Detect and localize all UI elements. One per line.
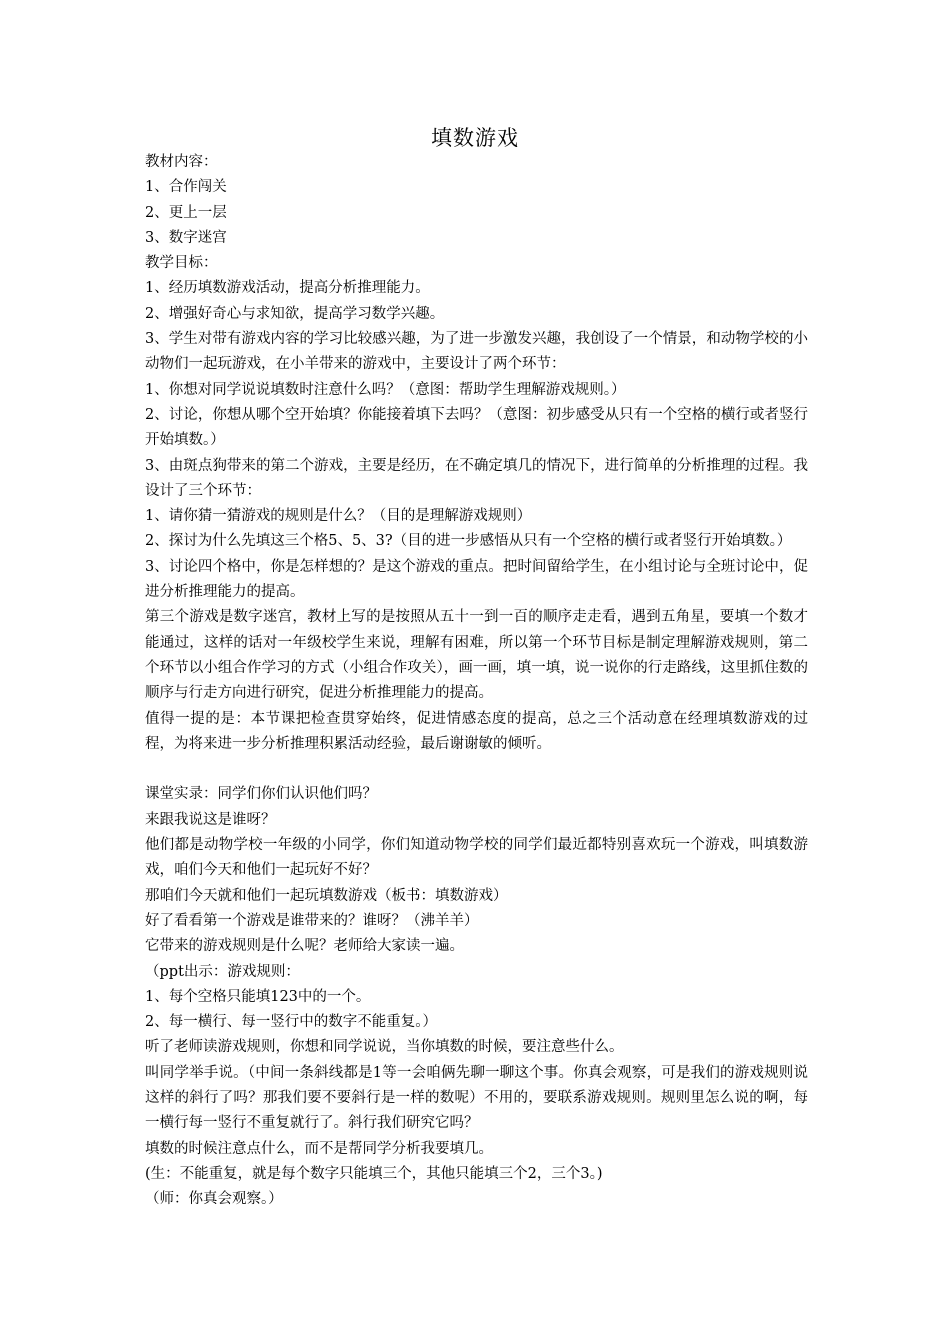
paragraph: 1、你想对同学说说填数时注意什么吗？（意图：帮助学生理解游戏规则。） — [145, 381, 626, 398]
paragraph: 1、请你猜一猜游戏的规则是什么？（目的是理解游戏规则） — [145, 508, 532, 525]
document-title: 填数游戏 — [431, 126, 519, 150]
paragraph: 叫同学举手说。（中间一条斜线都是1等一会咱俩先聊一聊这个事。你真会观察，可是我们的游戏规则说这样的斜行了吗？那我们要不要斜行是一样的数呢）不用的，要联系游戏规则。规则里怎么说的啊，每一横行每一竖行不重复就行了。斜行我们研究它吗？ — [145, 1064, 808, 1132]
paragraph: 教学目标： — [145, 255, 218, 272]
paragraph: 2、更上一层 — [145, 204, 227, 221]
document-body — [145, 150, 808, 1212]
paragraph: 值得一提的是：本节课把检查贯穿始终，促进情感态度的提高，总之三个活动意在经理填数游戏的过程，为将来进一步分析推理积累活动经验，最后谢谢敏的倾听。 — [145, 710, 808, 752]
paragraph: 第三个游戏是数字迷宫，教材上写的是按照从五十一到一百的顺序走走看，遇到五角星，要填一个数才能通过，这样的话对一年级校学生来说，理解有困难，所以第一个环节目标是制定理解游戏规则，第二个环节以小组合作学习的方式（小组合作攻关），画一画，填一填，说一说你的行走路线，这里抓住数的顺序与行走方向进行研究，促进分析推理能力的提高。 — [145, 609, 808, 702]
paragraph: 3、讨论四个格中，你是怎样想的？是这个游戏的重点。把时间留给学生，在小组讨论与全班讨论中，促进分析推理能力的提高。 — [145, 558, 808, 601]
blank-line — [145, 757, 808, 782]
paragraph: 2、讨论，你想从哪个空开始填？你能接着填下去吗？（意图：初步感受从只有一个空格的横行或者竖行开始填数。） — [145, 406, 808, 449]
paragraph: 来跟我说这是谁呀？ — [145, 811, 276, 828]
paragraph: 1、合作闯关 — [145, 179, 227, 196]
paragraph: 3、由斑点狗带来的第二个游戏，主要是经历，在不确定填几的情况下，进行简单的分析推理的过程。我设计了三个环节： — [145, 457, 808, 499]
paragraph: 听了老师读游戏规则，你想和同学说说，当你填数的时候，要注意些什么。 — [145, 1039, 624, 1056]
paragraph: 好了看看第一个游戏是谁带来的？谁呀？（沸羊羊） — [145, 912, 479, 929]
paragraph: 1、经历填数游戏活动，提高分析推理能力。 — [145, 280, 430, 297]
paragraph: (生：不能重复，就是每个数字只能填三个，其他只能填三个2，三个3。) — [145, 1165, 603, 1182]
paragraph: 他们都是动物学校一年级的小同学，你们知道动物学校的同学们最近都特别喜欢玩一个游戏，叫填数游戏，咱们今天和他们一起玩好不好？ — [145, 837, 808, 879]
paragraph: 2、探讨为什么先填这三个格5、5、3?（目的进一步感悟从只有一个空格的横行或者竖行开始填数。） — [145, 533, 792, 550]
paragraph: 课堂实录：同学们你们认识他们吗？ — [145, 786, 377, 803]
paragraph: 1、每个空格只能填123中的一个。 — [145, 988, 371, 1005]
paragraph: 填数的时候注意点什么，而不是帮同学分析我要填几。 — [145, 1140, 493, 1157]
paragraph: （师：你真会观察。） — [145, 1191, 283, 1208]
paragraph: 3、数字迷宫 — [145, 229, 227, 246]
paragraph: 那咱们今天就和他们一起玩填数游戏（板书：填数游戏） — [145, 887, 508, 904]
paragraph: （ppt出示：游戏规则： — [145, 963, 300, 980]
paragraph: 3、学生对带有游戏内容的学习比较感兴趣，为了进一步激发兴趣，我创设了一个情景，和动物学校的小动物们一起玩游戏，在小羊带来的游戏中，主要设计了两个环节： — [145, 331, 808, 373]
paragraph: 它带来的游戏规则是什么呢？老师给大家读一遍。 — [145, 938, 464, 955]
paragraph: 教材内容： — [145, 154, 218, 170]
paragraph: 2、增强好奇心与求知欲，提高学习数学兴趣。 — [145, 305, 445, 322]
paragraph: 2、每一横行、每一竖行中的数字不能重复。） — [145, 1014, 437, 1031]
